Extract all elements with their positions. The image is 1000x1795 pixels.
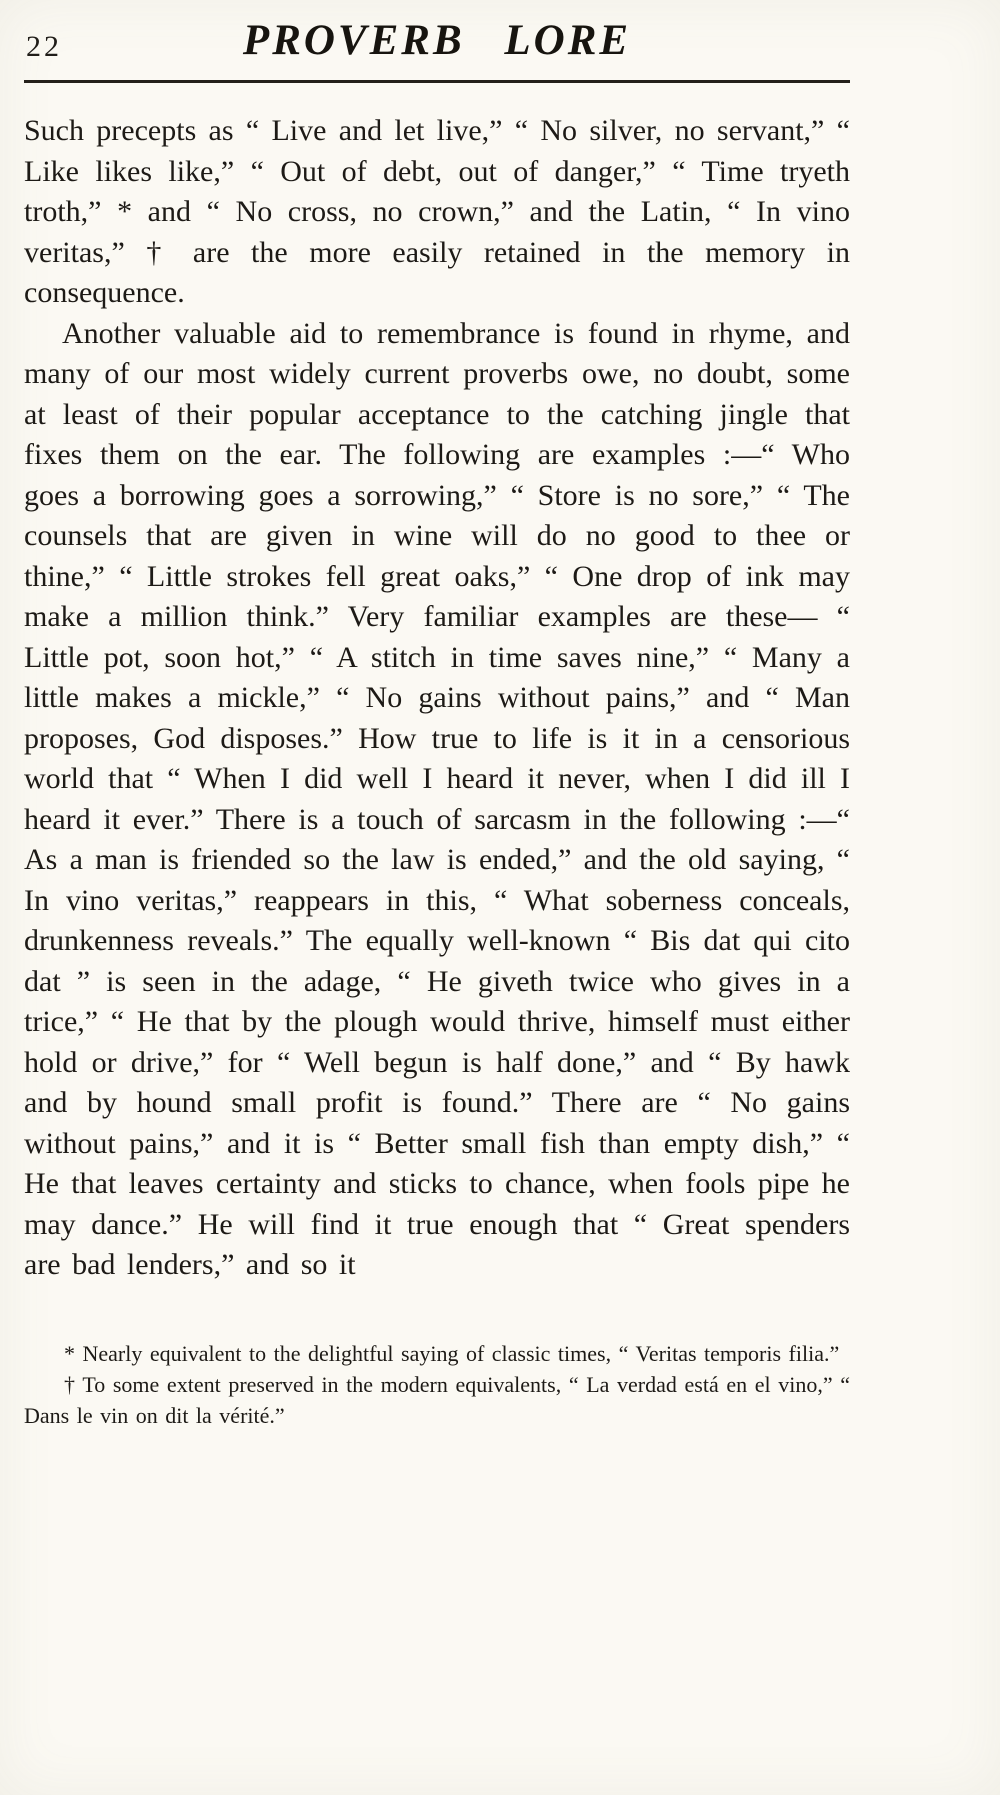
- page-body: [24, 111, 850, 1286]
- running-title: PROVERB LORE: [242, 17, 632, 64]
- page-content: [24, 0, 850, 1431]
- page-number: 22: [26, 30, 62, 63]
- footnotes-section: [24, 1338, 850, 1431]
- header-rule: [24, 80, 850, 83]
- footnote-asterisk: * Nearly equivalent to the delightful saying of classic times, “ Veritas temporis filia.”: [64, 1340, 840, 1366]
- paragraph-1: Such precepts as “ Live and let live,” “ No silver, no servant,” “ Like likes like,” “ Out of debt, out of danger,” “ Time tryeth troth,” * and “ No cross, no crown,” and the Latin, “ In vino veritas,” † are the more easily retained in the memory in consequence.: [24, 114, 850, 309]
- page-header: [24, 14, 850, 74]
- footnote-dagger: † To some extent preserved in the modern equivalents, “ La verdad está en el vino,” “ Dans le vin on dit la vérité.”: [24, 1371, 850, 1428]
- paragraph-2: Another valuable aid to remembrance is found in rhyme, and many of our most widely current proverbs owe, no doubt, some at least of their popular acceptance to the catching jingle that fixes them on the ear. The following are examples :—“ Who goes a borrowing goes a sorrowing,” “ Store is no sore,” “ The counsels that are given in wine will do no good to thee or thine,” “ Little strokes fell great oaks,” “ One drop of ink may make a million think.” Very familiar examples are these— “ Little pot, soon hot,” “ A stitch in time saves nine,” “ Many a little makes a mickle,” “ No gains without pains,” and “ Man proposes, God disposes.” How true to life is it in a censorious world that “ When I did well I heard it never, when I did ill I heard it ever.” There is a touch of sarcasm in the following :—“ As a man is friended so the law is ended,” and the old saying, “ In vino veritas,” reappears in this, “ What soberness conceals, drunkenness reveals.” The equally well-known “ Bis dat qui cito dat ” is seen in the adage, “ He giveth twice who gives in a trice,” “ He that by the plough would thrive, himself must either hold or drive,” for “ Well begun is half done,” and “ By hawk and by hound small profit is found.” There are “ No gains without pains,” and it is “ Better small fish than empty dish,” “ He that leaves certainty and sticks to chance, when fools pipe he may dance.” He will find it true enough that “ Great spenders are bad lenders,” and so it: [24, 316, 850, 1281]
